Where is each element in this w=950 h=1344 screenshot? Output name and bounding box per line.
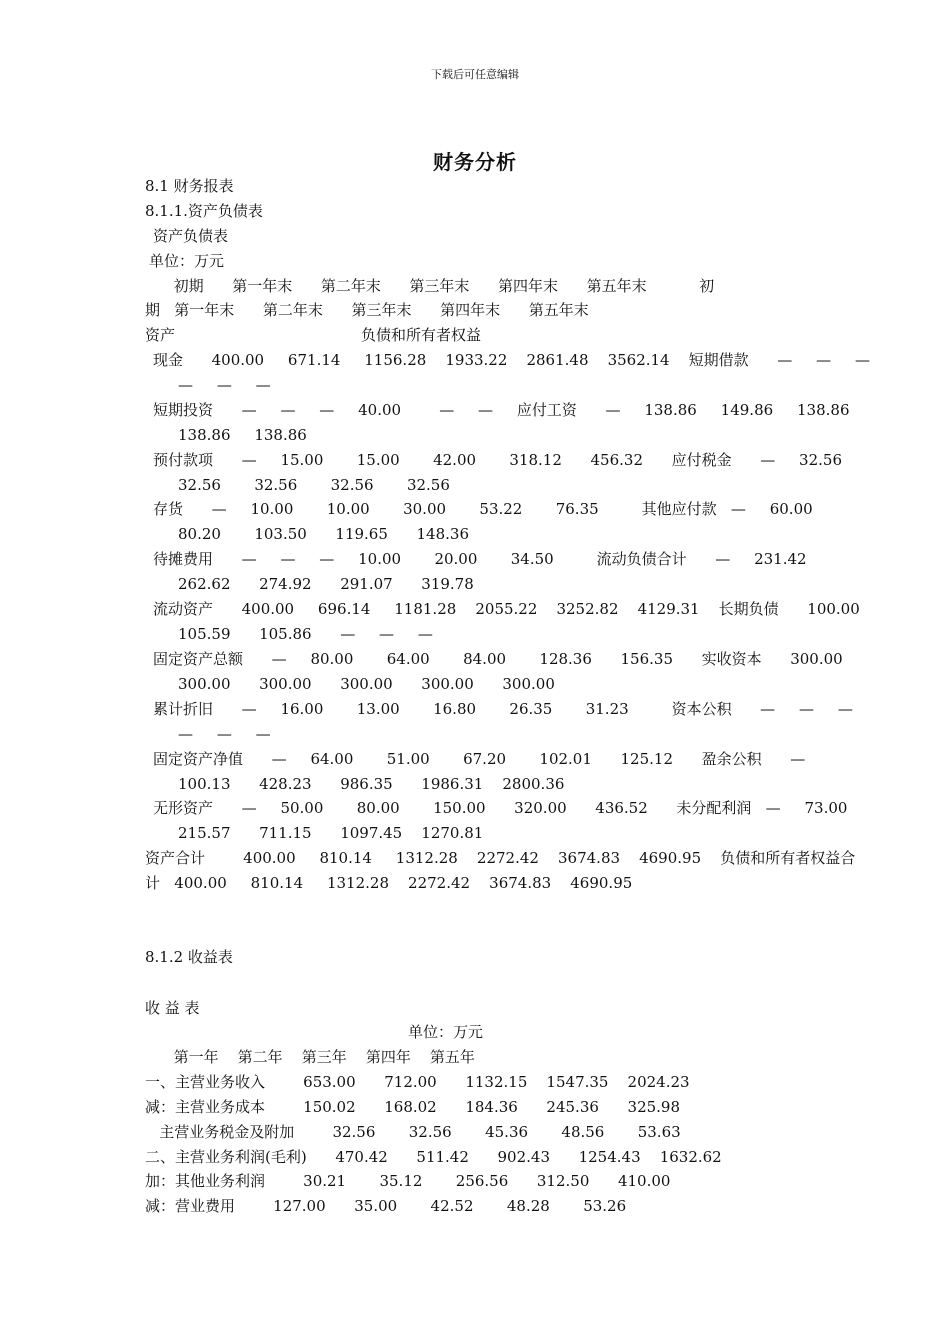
table-row: 累计折旧 — 16.00 13.00 16.80 26.35 31.23 资本公积 — — — [153,700,853,718]
table-title: 资产负债表 [153,227,229,245]
unit-label: 单位：万元 [149,252,225,270]
table-row-continuation: — — — [178,725,271,743]
table-row: 现金 400.00 671.14 1156.28 1933.22 2861.48 3562.14 短期借款 — — — [153,351,870,369]
table-row: 短期投资 — — — 40.00 — — 应付工资 — 138.86 149.86 138.86 [153,401,850,419]
subsection-heading: 8.1.1.资产负债表 [145,202,263,220]
table-row: 固定资产总额 — 80.00 64.00 84.00 128.36 156.35 实收资本 300.00 [153,650,843,668]
table-total-row: 计 400.00 810.14 1312.28 2272.42 3674.83 4690.95 [145,874,633,892]
table-header-row: 资产 负债和所有者权益 [145,326,481,344]
table-row: 待摊费用 — — — 10.00 20.00 34.50 流动负债合计 — 231.42 [153,550,807,568]
table-header-row: 期 第一年末 第二年末 第三年末 第四年末 第五年末 [145,301,589,319]
table-title: 收 益 表 [145,999,200,1017]
table-row-continuation: 262.62 274.92 291.07 319.78 [178,575,474,593]
table-row-continuation: — — — [178,376,271,394]
table-row: 流动资产 400.00 696.14 1181.28 2055.22 3252.82 4129.31 长期负债 100.00 [153,600,860,618]
subsection-heading: 8.1.2 收益表 [145,948,233,966]
table-row-continuation: 215.57 711.15 1097.45 1270.81 [178,824,484,842]
table-header-row: 第一年 第二年 第三年 第四年 第五年 [145,1048,475,1066]
page-title: 财务分析 [433,150,517,174]
table-row: 固定资产净值 — 64.00 51.00 67.20 102.01 125.12 盈余公积 — [153,750,806,768]
table-row-continuation: 100.13 428.23 986.35 1986.31 2800.36 [178,775,565,793]
table-row: 加：其他业务利润 30.21 35.12 256.56 312.50 410.00 [145,1172,671,1190]
table-total-row: 资产合计 400.00 810.14 1312.28 2272.42 3674.83 4690.95 负债和所有者权益合 [145,849,856,867]
table-row: 一、主营业务收入 653.00 712.00 1132.15 1547.35 2024.23 [145,1073,690,1091]
table-header-row: 初期 第一年末 第二年末 第三年末 第四年末 第五年末 初 [145,277,715,295]
table-row-continuation: 32.56 32.56 32.56 32.56 [178,476,450,494]
table-row-continuation: 105.59 105.86 — — — [178,625,433,643]
section-heading: 8.1 财务报表 [145,177,234,195]
page-header-note: 下载后可任意编辑 [431,68,519,81]
table-row-continuation: 80.20 103.50 119.65 148.36 [178,525,469,543]
table-row: 减：主营业务成本 150.02 168.02 184.36 245.36 325.98 [145,1098,681,1116]
table-row: 主营业务税金及附加 32.56 32.56 45.36 48.56 53.63 [145,1123,681,1141]
table-row: 减：营业费用 127.00 35.00 42.52 48.28 53.26 [145,1197,627,1215]
table-row: 二、主营业务利润(毛利) 470.42 511.42 902.43 1254.43 1632.62 [145,1148,722,1166]
table-row-continuation: 138.86 138.86 [178,426,307,444]
table-row: 存货 — 10.00 10.00 30.00 53.22 76.35 其他应付款 — 60.00 [153,500,813,518]
unit-label: 单位：万元 [408,1023,484,1041]
table-row: 预付款项 — 15.00 15.00 42.00 318.12 456.32 应付税金 — 32.56 [153,451,842,469]
table-row: 无形资产 — 50.00 80.00 150.00 320.00 436.52 未分配利润 — 73.00 [153,799,848,817]
table-row-continuation: 300.00 300.00 300.00 300.00 300.00 [178,675,555,693]
